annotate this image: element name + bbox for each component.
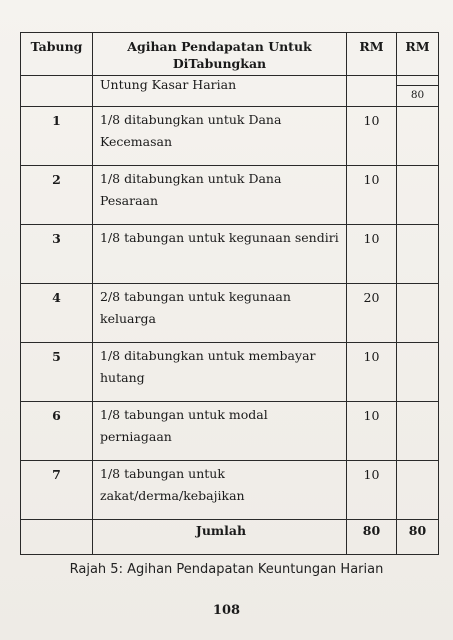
cell-description: 1/8 ditabungkan untuk Dana Kecemasan [93, 107, 347, 166]
cell-description: 2/8 tabungan untuk kegunaan keluarga [93, 284, 347, 343]
cell-rm2-empty [397, 166, 439, 225]
header-agihan: Agihan Pendapatan Untuk DiTabungkan [93, 33, 347, 76]
income-distribution-table [20, 32, 439, 555]
cell-rm2-empty [397, 225, 439, 284]
cell-description: 1/8 tabungan untuk kegunaan sendiri [93, 225, 347, 284]
header-tabung: Tabung [21, 33, 93, 76]
cell-rm-value: 10 [347, 225, 397, 284]
cell-total-rm2: 80 [397, 520, 439, 555]
cell-rm-value: 10 [347, 166, 397, 225]
cell-tabung-number: 3 [21, 225, 93, 284]
cell-no [21, 76, 93, 107]
figure-caption: Rajah 5: Agihan Pendapatan Keuntungan Harian [69, 562, 384, 577]
cell-no [21, 520, 93, 555]
cell-tabung-number: 4 [21, 284, 93, 343]
table-row [21, 402, 439, 461]
table-row [21, 166, 439, 225]
cell-tabung-number: 1 [21, 107, 93, 166]
cell-untung-kasar-label: Untung Kasar Harian [93, 76, 347, 107]
header-rm-2: RM [397, 33, 439, 76]
cell-rm2-empty [397, 402, 439, 461]
cell-rm-value: 10 [347, 402, 397, 461]
page-number: 108 [212, 603, 241, 618]
cell-rm-value: 10 [347, 107, 397, 166]
table-row [21, 461, 439, 520]
cell-description: 1/8 ditabungkan untuk Dana Pesaraan [93, 166, 347, 225]
table-row [21, 225, 439, 284]
table-header-row [21, 33, 439, 76]
cell-rm-value: 10 [347, 461, 397, 520]
cell-rm2-empty [397, 284, 439, 343]
table-row [21, 343, 439, 402]
header-rm-1: RM [347, 33, 397, 76]
table-row-untung-kasar [21, 76, 439, 107]
cell-total-label: Jumlah [93, 520, 347, 555]
cell-rm2-empty [397, 107, 439, 166]
table-row [21, 284, 439, 343]
cell-tabung-number: 6 [21, 402, 93, 461]
table-row [21, 107, 439, 166]
cell-untung-kasar-value: 80 [396, 85, 439, 102]
cell-description: 1/8 tabungan untuk zakat/derma/kebajikan [93, 461, 347, 520]
cell-tabung-number: 2 [21, 166, 93, 225]
cell-total-rm1: 80 [347, 520, 397, 555]
cell-rm1 [347, 76, 397, 107]
cell-rm-value: 10 [347, 343, 397, 402]
cell-tabung-number: 5 [21, 343, 93, 402]
cell-rm-value: 20 [347, 284, 397, 343]
cell-rm2-empty [397, 343, 439, 402]
cell-rm2-empty [397, 461, 439, 520]
table-row-total [21, 520, 439, 555]
cell-description: 1/8 ditabungkan untuk membayar hutang [93, 343, 347, 402]
cell-description: 1/8 tabungan untuk modal perniagaan [93, 402, 347, 461]
cell-rm2 [397, 76, 439, 107]
cell-tabung-number: 7 [21, 461, 93, 520]
